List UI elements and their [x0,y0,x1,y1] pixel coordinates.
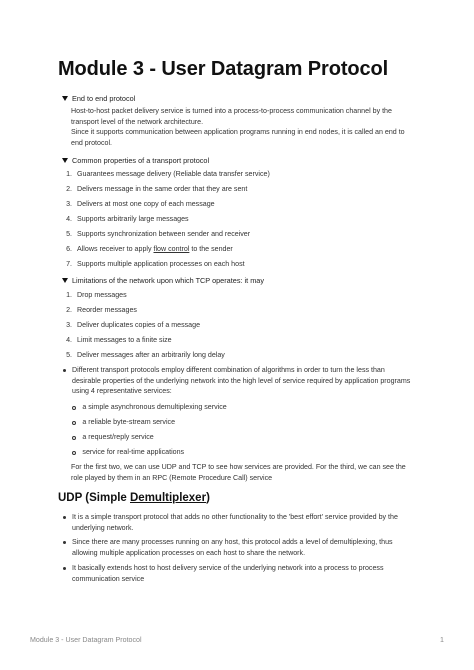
bullet-item [63,537,393,558]
list-item: 2. Reorder messages [66,306,137,314]
toggle-triangle-icon[interactable] [62,96,68,101]
list-item: 2. Delivers message in the same order that they are sent [66,185,248,193]
sub-bullet-item: service for real-time applications [72,447,184,458]
toggle-common-properties[interactable] [62,154,209,166]
text-line: transport level of the network architecture. [71,117,204,126]
bullet-icon [63,369,66,372]
hollow-bullet-icon [72,421,76,425]
hollow-bullet-icon [72,406,76,410]
text-line: Since there are many processes running on any host, this protocol adds a level of demultiplexing, thus [72,538,393,546]
text-line: role played by them in an RPC (Remote Procedure Call) service [71,473,273,482]
text-line: Since it supports communication between application programs running in end nodes, it is called an end to [71,128,405,137]
bullet-item [63,365,410,397]
toggle-limitations[interactable] [62,274,264,286]
list-item: 1. Drop messages [66,291,127,299]
hollow-bullet-icon [72,451,76,455]
toggle-heading: Common properties of a transport protocol [72,155,210,165]
text-line: allowing multiple application processes on each host to share the network. [72,548,306,557]
page-title: Module 3 - User Datagram Protocol [58,58,389,80]
text-line: desirable properties of the underlying network into the high level of service required by application programs [72,376,411,385]
toggle-heading: End to end protocol [72,93,136,103]
list-item: 4. Supports arbitrarily large messages [66,215,189,223]
sub-bullet-item: a request/reply service [72,432,154,443]
toggle-triangle-icon[interactable] [62,278,68,283]
hollow-bullet-icon [72,436,76,440]
bullet-item [63,563,384,584]
toggle-end-to-end[interactable] [62,92,135,104]
flow-control-link[interactable]: flow control [153,245,190,253]
text-line: It basically extends host to host delivery service of the underlying network into a process to process [72,564,384,572]
list-item: 6. Allows receiver to apply flow control to the sender [66,245,233,253]
sub-bullet-item: a reliable byte-stream service [72,417,175,428]
udp-heading: UDP (Simple Demultiplexer) [58,492,210,504]
list-item: 4. Limit messages to a finite size [66,336,172,344]
toggle-triangle-icon[interactable] [62,158,68,163]
bullet-icon [63,541,66,544]
list-item: 3. Deliver duplicates copies of a message [66,321,201,329]
text-line: For the first two, we can use UDP and TCP to see how services are provided. For the third, we can see the [71,463,406,471]
bullet-icon [63,516,66,519]
text-line: using 4 representative services: [72,387,172,396]
list-item: 7. Supports multiple application processes on each host [66,260,245,268]
list-item: 5. Deliver messages after an arbitrarily long delay [66,351,225,359]
list-item: 3. Delivers at most one copy of each message [66,200,215,208]
end-to-end-text [71,106,405,148]
text-line: communication service [72,574,145,583]
list-item: 5. Supports synchronization between sender and receiver [66,230,251,238]
bullet-icon [63,567,66,570]
text-line: underlying network. [72,523,134,532]
list-item: 1. Guarantees message delivery (Reliable data transfer service) [66,170,270,178]
services-note [71,462,406,483]
text-line: It is a simple transport protocol that adds no other functionality to the 'best effort' service provided by the [72,513,398,521]
footer-title: Module 3 - User Datagram Protocol [30,636,142,644]
toggle-heading: Limitations of the network upon which TCP operates: it may [72,275,264,285]
text-line: end protocol. [71,138,113,147]
text-line: Different transport protocols employ different combination of algorithms in order to turn the less than [72,366,385,374]
page-number: 1 [440,636,444,644]
demultiplexer-link[interactable]: Demultiplexer [130,492,207,504]
bullet-item [63,512,398,533]
text-line: Host-to-host packet delivery service is turned into a process-to-process communication channel by the [71,107,392,115]
sub-bullet-item: a simple asynchronous demultiplexing service [72,402,227,413]
